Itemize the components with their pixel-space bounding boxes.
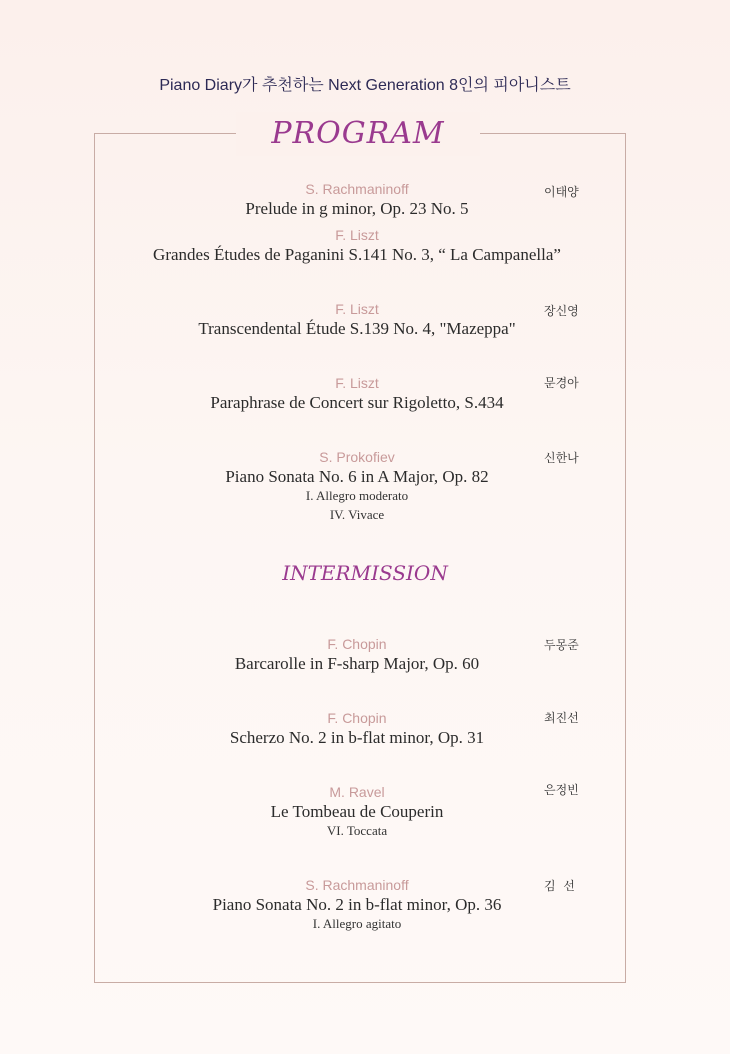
composer: F. Chopin bbox=[327, 636, 387, 652]
program-title: PROGRAM bbox=[236, 112, 480, 156]
work-title: Grandes Études de Paganini S.141 No. 3, “ La Campanella” bbox=[153, 245, 561, 264]
performer: 은정빈 bbox=[544, 783, 579, 797]
work-title: Piano Sonata No. 6 in A Major, Op. 82 bbox=[225, 467, 489, 486]
composer: S. Prokofiev bbox=[319, 449, 395, 465]
composer: S. Rachmaninoff bbox=[305, 181, 409, 197]
composer: F. Chopin bbox=[327, 710, 387, 726]
intermission-heading: INTERMISSION bbox=[282, 561, 448, 585]
work-title: Barcarolle in F-sharp Major, Op. 60 bbox=[234, 654, 480, 673]
composer: F. Liszt bbox=[335, 227, 379, 243]
performer: 김 선 bbox=[544, 879, 575, 893]
composer: F. Liszt bbox=[335, 301, 379, 317]
work-title: Transcendental Étude S.139 No. 4, "Mazeppa" bbox=[198, 319, 516, 338]
movement: IV. Vivace bbox=[329, 507, 385, 522]
page-header: Piano Diary가 추천하는 Next Generation 8인의 피아니스트 bbox=[159, 77, 571, 94]
work-title: Scherzo No. 2 in b-flat minor, Op. 31 bbox=[229, 728, 485, 747]
performer: 신한나 bbox=[544, 451, 579, 465]
performer: 문경아 bbox=[544, 376, 579, 390]
composer: M. Ravel bbox=[329, 784, 385, 800]
work-title: Piano Sonata No. 2 in b-flat minor, Op. 36 bbox=[212, 895, 502, 914]
work-title: Prelude in g minor, Op. 23 No. 5 bbox=[245, 199, 469, 218]
composer: F. Liszt bbox=[335, 375, 379, 391]
work-title: Le Tombeau de Couperin bbox=[270, 802, 444, 821]
work-title: Paraphrase de Concert sur Rigoletto, S.434 bbox=[210, 393, 504, 412]
composer: S. Rachmaninoff bbox=[305, 877, 409, 893]
performer: 장신영 bbox=[544, 304, 579, 318]
performer: 최진선 bbox=[544, 711, 579, 725]
performer: 두몽준 bbox=[544, 638, 579, 652]
movement: VI. Toccata bbox=[326, 823, 388, 838]
performer: 이태양 bbox=[544, 185, 579, 199]
movement: I. Allegro agitato bbox=[312, 916, 402, 931]
movement: I. Allegro moderato bbox=[305, 488, 409, 503]
